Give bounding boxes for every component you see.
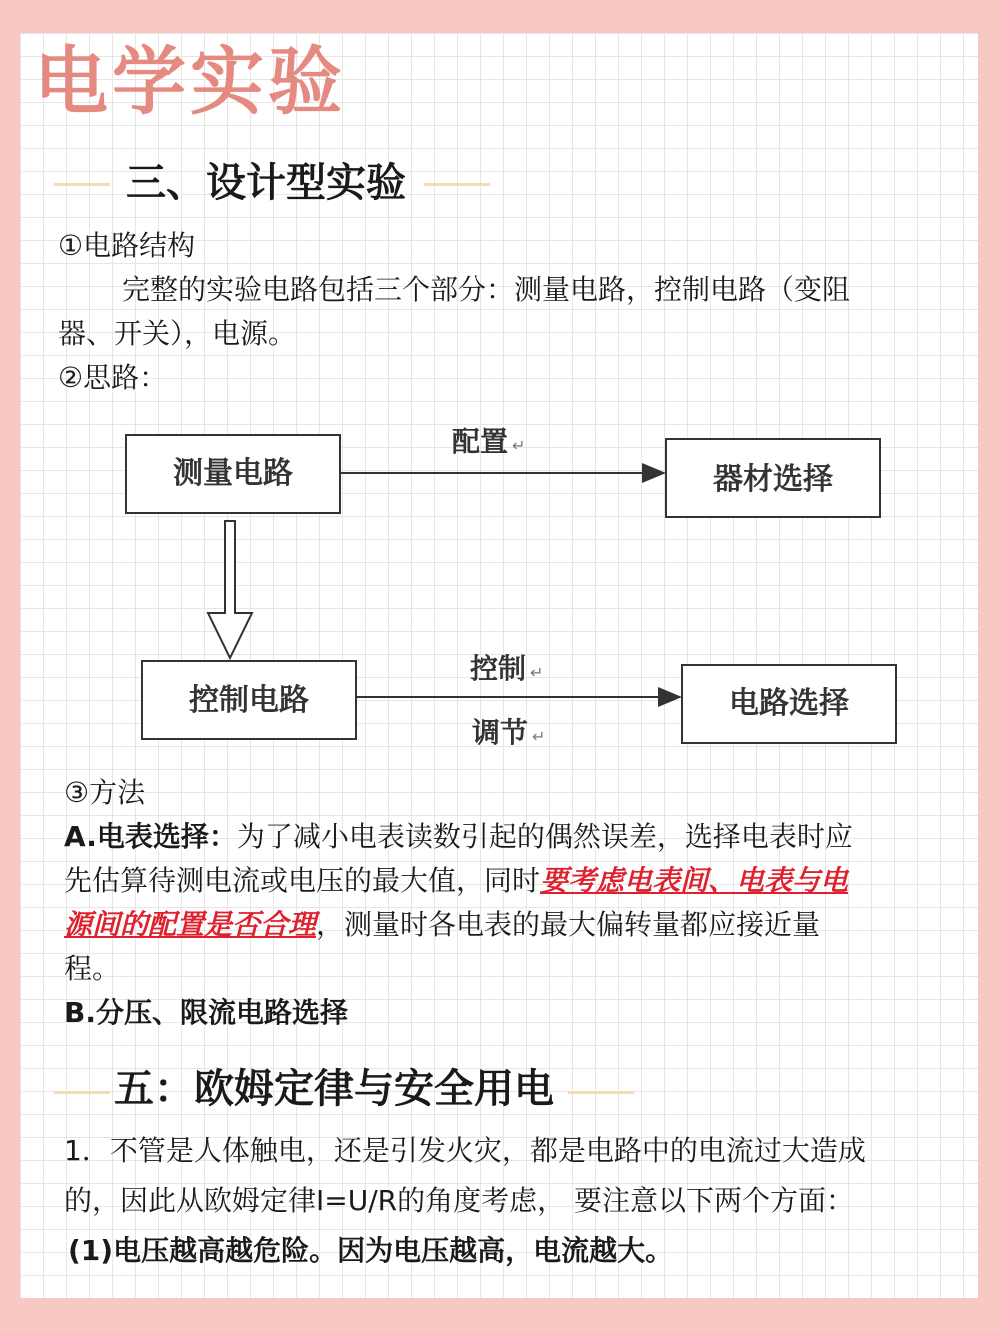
circuit-thinking-diagram: [20, 33, 978, 793]
method-a-text2: 先估算待测电流或电压的最大值，同时: [64, 864, 541, 897]
measure-circuit-label: 测量电路: [173, 456, 293, 491]
down-hollow-arrow: [208, 521, 252, 658]
page-title: 电学实验: [34, 39, 346, 125]
method-a-paragraph: [64, 815, 954, 991]
heading-decoration-right-5: [568, 1091, 634, 1094]
control-label: 控制: [470, 652, 527, 685]
heading-decoration-left-5: [54, 1091, 110, 1094]
section5-line1: 1．不管是人体触电，还是引发火灾，都是电路中的电流过大造成: [64, 1134, 866, 1167]
item1-line1: 完整的实验电路包括三个部分：测量电路，控制电路（变阻: [122, 273, 851, 306]
section5-heading: 五：欧姆定律与安全用电: [114, 1066, 554, 1112]
method-a-text1: 为了减小电表读数引起的偶然误差，选择电表时应: [236, 820, 853, 853]
config-label: 配置: [452, 425, 509, 458]
item1-line2: 器、开关），电源。: [58, 317, 297, 350]
adjust-label: 调节: [472, 716, 529, 749]
note-page: [20, 33, 978, 1298]
config-return-mark: ↵: [512, 436, 526, 455]
circuit-choice-label: 电路选择: [729, 686, 849, 721]
equipment-choice-label: 器材选择: [713, 462, 833, 497]
section5-line3: (1)电压越高越危险。因为电压越高，电流越大。: [68, 1234, 674, 1267]
method-a-text3: ，测量时各电表的最大偏转量都应接近量: [316, 908, 821, 941]
method-a-text4: 程。: [64, 952, 121, 985]
adjust-return-mark: ↵: [532, 727, 546, 746]
control-circuit-label: 控制电路: [189, 683, 309, 718]
method-a-highlight1: 要考虑电表间、电表与电: [540, 864, 849, 897]
section5-line2: 的，因此从欧姆定律I=U/R的角度考虑， 要注意以下两个方面：: [64, 1184, 855, 1217]
method-a-label: A.电表选择：: [64, 820, 237, 853]
method-b: B.分压、限流电路选择: [64, 996, 348, 1029]
control-return-mark: ↵: [530, 663, 544, 682]
section3-heading: 三、设计型实验: [126, 160, 406, 206]
item2-title: ②思路：: [58, 361, 168, 394]
method-a-highlight2: 源间的配置是否合理: [64, 908, 317, 941]
item1-title: ①电路结构: [58, 229, 196, 262]
item3-title: ③方法: [64, 776, 146, 809]
